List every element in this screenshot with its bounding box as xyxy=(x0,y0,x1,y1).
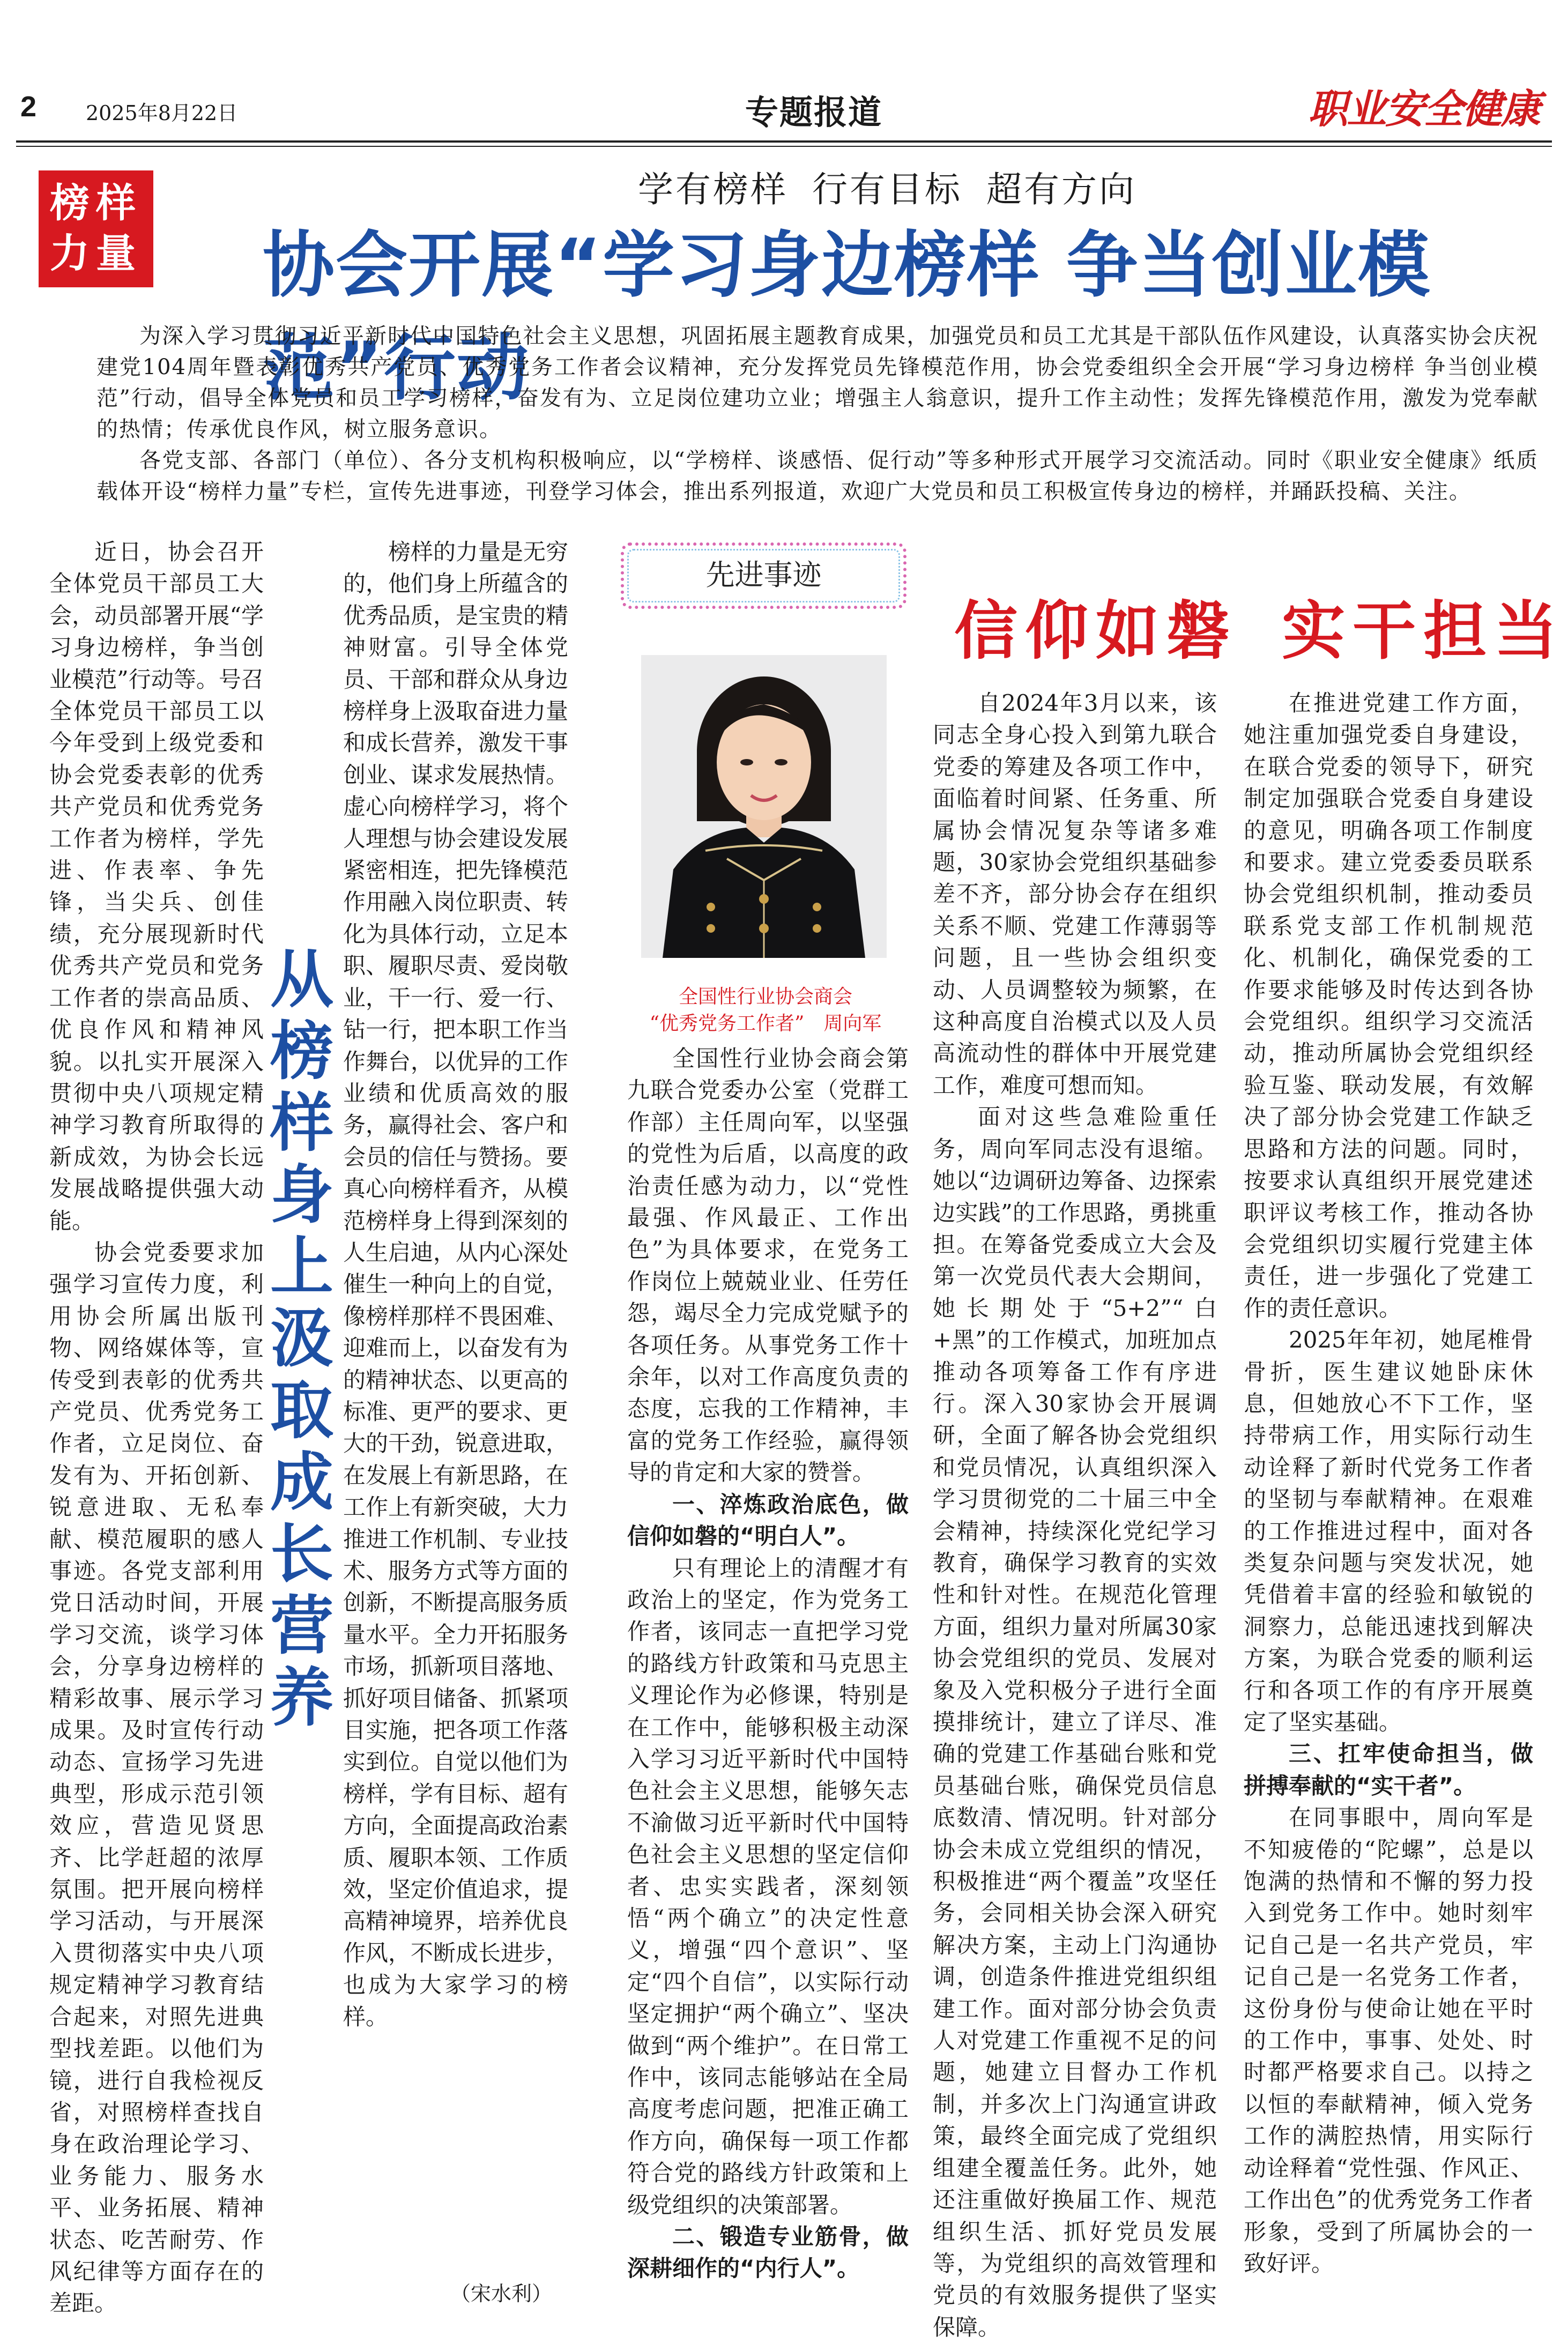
main-headline: 协会开展“学习身边榜样 争当创业模范”行动 xyxy=(263,224,1431,410)
caption-line-2: “优秀党务工作者” 周向军 xyxy=(649,1013,882,1035)
left-article-col2 xyxy=(343,536,568,2033)
right-article-paragraph-4: 面对这些急难险重任务，周向军同志没有退缩。她以“边调研边筹备、边探索边实践”的工作思路，勇挑重担。在筹备党委成立大会及第一次党员代表大会期间，她长期处于“5+2”“白+黑”的工作模式，加班加点推动各项筹备工作有序进行。深入30家协会开展调研，全面了解各协会党组织和党员情况，认真组织深入学习贯彻党的二十届三中全会精神，持续深化党纪学习教育，确保学习教育的实效性和针对性。在规范化管理方面，组织力量对所属30家协会党组织的党员、发展对象及入党积极分子进行全面摸排统计，建立了详尽、准确的党建工作基础台账和党员基础台账，确保党员信息底数清、情况明。针对部分协会未成立党组织的情况，积极推进“两个覆盖”攻坚任务，会同相关协会深入研究解决方案，主动上门沟通协调，创造条件推进党组织组建工作。面对部分协会负责人对党建工作重视不足的问题，她建立目督办工作机制，并多次上门沟通宣讲政策，最终全面完成了党组织组建全覆盖任务。此外，她还注重做好换届工作、规范组织生活、抓好党员发展等，为党组织的高效管理和党员的有效服务提供了坚实保障。 xyxy=(933,1104,1217,2340)
vertical-title-char: 成 xyxy=(270,1445,333,1519)
tag-inner-frame xyxy=(627,549,900,603)
right-article-paragraph-5: 在推进党建工作方面，她注重加强党委自身建设，在联合党委的领导下，研究制定加强联合党委自身建设的意见，明确各项工作制度和要求。建立党委委员联系协会党组织机制，推动委员联系党支部工作机制规范化、机制化，确保党委的工作要求能够及时传达到各协会党组织。组织学习交流活动，推动所属协会党组织经验互鉴、联动发展，有效解决了部分协会党建工作缺乏思路和方法的问题。同时，按要求认真组织开展党建述职评议考核工作，推动各协会党组织切实履行党建主体责任，进一步强化了党建工作的责任意识。 xyxy=(1244,690,1533,1321)
right-article-col3 xyxy=(627,1043,909,2285)
intro-paragraph-1: 为深入学习贯彻习近平新时代中国特色社会主义思想，巩固拓展主题教育成果，加强党员和员工尤其是干部队伍作风建设，认真落实协会庆祝建党104周年暨表彰优秀共产党员、优秀党务工作者会议精神，充分发挥党员先锋模范作用，协会党委组织全会开展“学习身边榜样 争当创业模范”行动，倡导全体党员和员工学习榜样，奋发有为、立足岗位建功立业；增强主人翁意识，提升工作主动性；发挥先锋模范作用，激发为党奉献的热情；传承优良作风，树立服务意识。 xyxy=(96,324,1539,442)
right-article-col5 xyxy=(1244,687,1533,2279)
portrait-photo xyxy=(641,655,887,958)
vertical-title-char: 长 xyxy=(270,1516,333,1591)
vertical-title-char: 样 xyxy=(270,1085,333,1160)
tag-label: 先进事迹 xyxy=(705,558,822,592)
portrait-illustration xyxy=(641,655,887,958)
newspaper-masthead-logo: 职业安全健康 xyxy=(1308,86,1540,132)
header-rule-thin xyxy=(16,146,1552,147)
issue-date: 2025年8月22日 xyxy=(86,101,238,125)
left-article-vertical-title xyxy=(267,943,337,1734)
right-article-paragraph-6: 2025年年初，她尾椎骨骨折，医生建议她卧床休息，但她放心不下工作，坚持带病工作，用实际行动生动诠释了新时代党务工作者的坚韧与奉献精神。在艰难的工作推进过程中，面对各类复杂问题与突发状况，她凭借着丰富的经验和敏锐的洞察力，总能迅速找到解决方案，为联合党委的顺利运行和各项工作的有序开展奠定了坚实基础。 xyxy=(1244,1327,1533,1735)
left-article-paragraph-3: 榜样的力量是无穷的，他们身上所蕴含的优秀品质，是宝贵的精神财富。引导全体党员、干部和群众从身边榜样身上汲取奋进力量和成长营养，激发干事创业、谋求发展热情。虚心向榜样学习，将个人理想与协会建设发展紧密相连，把先锋模范作用融入岗位职责、转化为具体行动，立足本职、履职尽责、爱岗敬业，干一行、爱一行、钻一行，把本职工作当作舞台，以优异的工作业绩和优质高效的服务，赢得社会、客户和会员的信任与赞扬。要真心向榜样看齐，从模范榜样身上得到深刻的人生启迪，从内心深处催生一种向上的自觉，像榜样那样不畏困难、迎难而上，以奋发有为的精神状态、以更高的标准、更严的要求、更大的干劲，锐意进取，在发展上有新思路，在工作上有新突破，大力推进工作机制、专业技术、服务方式等方面的创新，不断提高服务质量水平。全力开拓服务市场，抓新项目落地、抓好项目储备、抓紧项目实施，把各项工作落实到位。自觉以他们为榜样，学有目标、超有方向，全面提高政治素质、履职本领、工作质效，坚定价值追求，提高精神境界，培养优良作风，不断成长进步，也成为大家学习的榜样。 xyxy=(343,539,569,2030)
left-article-col1 xyxy=(49,536,264,2319)
vertical-title-char: 汲 xyxy=(270,1301,333,1375)
badge-line-2: 力量 xyxy=(50,230,142,277)
section-heading-3: 三、扛牢使命担当，做拼搏奉献的“实干者”。 xyxy=(1244,1740,1533,1799)
right-article-title: 信仰如磐 实干担当 xyxy=(954,593,1565,668)
vertical-title-char: 上 xyxy=(270,1229,333,1304)
advanced-deeds-tag xyxy=(621,542,906,609)
section-heading-1: 一、淬炼政治底色，做信仰如磐的“明白人”。 xyxy=(627,1491,909,1550)
subheadline: 学有榜样 行有目标 超有方向 xyxy=(638,169,1136,210)
section-title: 专题报道 xyxy=(745,93,883,132)
vertical-title-char: 从 xyxy=(270,942,333,1016)
intro-block xyxy=(96,321,1539,507)
portrait-caption xyxy=(626,984,905,1037)
vertical-title-char: 取 xyxy=(270,1373,333,1447)
page-number: 2 xyxy=(20,91,37,123)
section-heading-2: 二、锻造专业筋骨，做深耕细作的“内行人”。 xyxy=(627,2223,909,2282)
caption-line-1: 全国性行业协会商会 xyxy=(678,986,852,1008)
right-article-paragraph-2: 只有理论上的清醒才有政治上的坚定，作为党务工作者，该同志一直把学习党的路线方针政策和马克思主义理论作为必修课，特别是在工作中，能够积极主动深入学习习近平新时代中国特色社会主义思想，能够矢志不渝做习近平新时代中国特色社会主义思想的坚定信仰者、忠实实践者，深刻领悟“两个确立”的决定性意义，增强“四个意识”、坚定“四个自信”，以实际行动坚定拥护“两个确立”、坚决做到“两个维护”。在日常工作中，该同志能够站在全局高度考虑问题，把准正确工作方向，确保每一项工作都符合党的路线方针政策和上级党组织的决策部署。 xyxy=(627,1554,909,2218)
right-article-col4 xyxy=(933,687,1217,2343)
vertical-title-char: 养 xyxy=(270,1660,333,1735)
right-article-paragraph-1: 全国性行业协会商会第九联合党委办公室（党群工作部）主任周向军，以坚强的党性为后盾，以高度的政治责任感为动力，以“党性最强、作风最正、工作出色”为具体要求，在党务工作岗位上兢兢业业、任劳任怨，竭尽全力完成党赋予的各项任务。从事党务工作十余年，以对工作高度负责的态度，忘我的工作精神，丰富的党务工作经验，赢得领导的肯定和大家的赞誉。 xyxy=(627,1045,909,1486)
right-article-paragraph-3: 自2024年3月以来，该同志全身心投入到第九联合党委的筹建及各项工作中，面临着时间紧、任务重、所属协会情况复杂等诸多难题，30家协会党组织基础参差不齐，部分协会存在组织关系不顺、党建工作薄弱等问题，且一些协会组织变动、人员调整较为频繁，在这种高度自治模式以及人员高流动性的群体中开展党建工作，难度可想而知。 xyxy=(933,690,1217,1098)
vertical-title-char: 身 xyxy=(270,1157,333,1232)
vertical-title-char: 营 xyxy=(270,1588,333,1663)
column-badge xyxy=(39,170,153,287)
vertical-title-char: 榜 xyxy=(270,1014,333,1088)
author-byline: （宋水利） xyxy=(450,2282,553,2305)
left-article-paragraph-2: 协会党委要求加强学习宣传力度，利用协会所属出版刊物、网络媒体等，宣传受到表彰的优秀共产党员、优秀党务工作者，立足岗位、奋发有为、开拓创新、锐意进取、无私奉献、模范履职的感人事迹。各党支部利用党日活动时间，开展学习交流，谈学习体会，分享身边榜样的精彩故事、展示学习成果。及时宣传行动动态、宣扬学习先进典型，形成示范引领效应，营造见贤思齐、比学赶超的浓厚氛围。把开展向榜样学习活动，与开展深入贯彻落实中央八项规定精神学习教育结合起来，对照先进典型找差距。以他们为镜，进行自我检视反省，对照榜样查找自身在政治理论学习、业务能力、服务水平、业务拓展、精神状态、吃苦耐劳、作风纪律等方面存在的差距。 xyxy=(49,1239,264,2317)
badge-line-1: 榜样 xyxy=(50,180,142,226)
intro-paragraph-2: 各党支部、各部门（单位）、各分支机构积极响应，以“学榜样、谈感悟、促行动”等多种形式开展学习交流活动。同时《职业安全健康》纸质载体开设“榜样力量”专栏，宣传先进事迹，刊登学习体会，推出系列报道，欢迎广大党员和员工积极宣传身边的榜样，并踊跃投稿、关注。 xyxy=(96,448,1539,504)
left-article-paragraph-1: 近日，协会召开全体党员干部员工大会，动员部署开展“学习身边榜样，争当创业模范”行动等。号召全体党员干部员工以今年受到上级党委和协会党委表彰的优秀共产党员和优秀党务工作者为榜样，学先进、作表率、争先锋，当尖兵、创佳绩，充分展现新时代优秀共产党员和党务工作者的崇高品质、优良作风和精神风貌。以扎实开展深入贯彻中央八项规定精神学习教育所取得的新成效，为协会长远发展战略提供强大动能。 xyxy=(49,539,264,1234)
right-article-paragraph-7: 在同事眼中，周向军是不知疲倦的“陀螺”，总是以饱满的热情和不懈的努力投入到党务工作中。她时刻牢记自己是一名共产党员，牢记自己是一名党务工作者，这份身份与使命让她在平时的工作中，事事、处处、时时都严格要求自己。以持之以恒的奉献精神，倾入党务工作的满腔热情，用实际行动诠释着“党性强、作风正、工作出色”的优秀党务工作者形象，受到了所属协会的一致好评。 xyxy=(1244,1804,1533,2277)
header-rule xyxy=(16,140,1552,143)
